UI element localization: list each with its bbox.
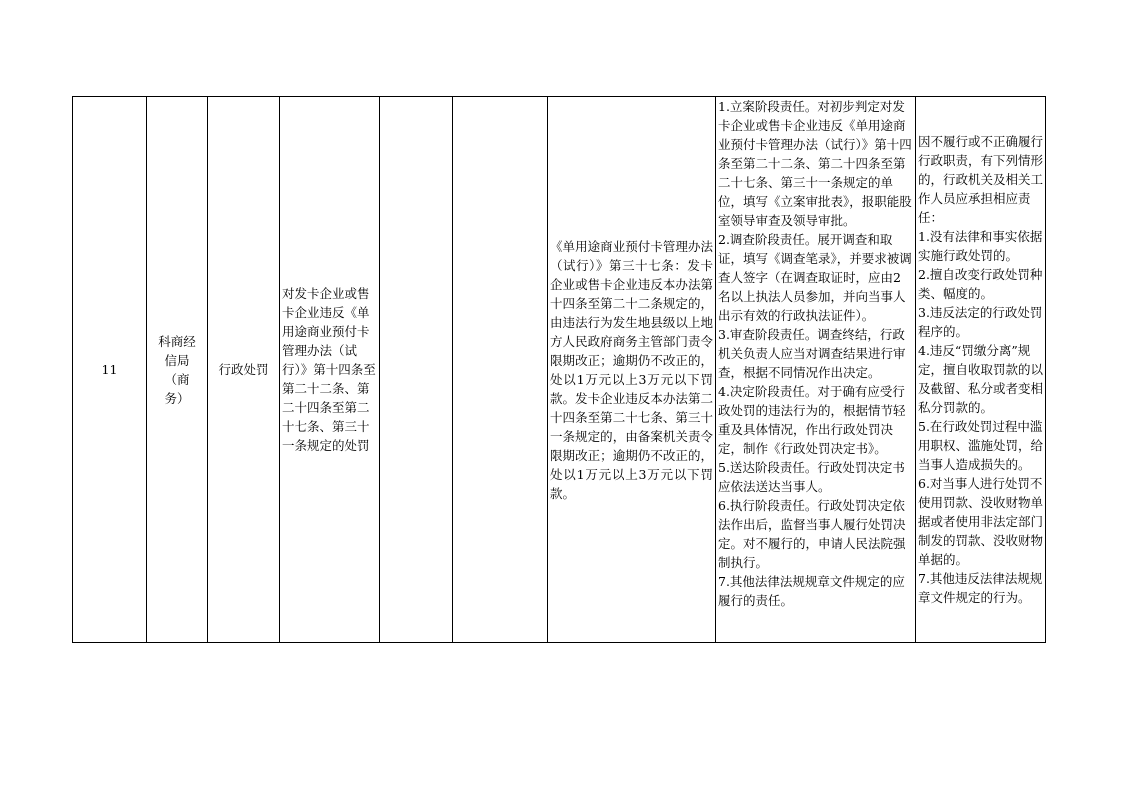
power-type-cell <box>208 97 280 643</box>
duties-list <box>718 97 913 642</box>
accountability-item: 6.对当事人进行处罚不使用罚款、没收财物单据或者使用非法定部门制发的罚款、没收财物单据的。 <box>918 476 1044 567</box>
accountability-item: 因不履行或不正确履行行政职责，有下列情形的，行政机关及相关工作人员应承担相应责任： <box>918 134 1044 225</box>
accountability-item: 4.违反“罚缴分离”规定，擅自收取罚款的以及截留、私分或者变相私分罚款的。 <box>918 343 1044 415</box>
duty-item: 5.送达阶段责任。行政处罚决定书应依法送达当事人。 <box>718 460 905 494</box>
department-cell <box>147 97 208 643</box>
duty-item: 4.决定阶段责任。对于确有应受行政处罚的违法行为的，根据情节轻重及具体情况，作出行政处罚决定，制作《行政处罚决定书》。 <box>718 384 906 456</box>
power-type: 行政处罚 <box>218 362 269 377</box>
department-name: 科商经 信局 （商 务） <box>158 333 196 406</box>
item-name-cell <box>280 97 380 643</box>
code-cell <box>453 97 548 643</box>
accountability-item: 2.擅自改变行政处罚种类、幅度的。 <box>918 267 1043 301</box>
accountability-item: 1.没有法律和事实依据实施行政处罚的。 <box>918 229 1043 263</box>
item-name: 对发卡企业或售卡企业违反《单用途商业预付卡管理办法（试行）》第十四条至第二十二条、第二十四条至第二十七条、第三十一条规定的处罚 <box>282 286 376 453</box>
table-row <box>73 97 1046 643</box>
power-list-table <box>72 96 1046 643</box>
duty-item: 3.审查阶段责任。调查终结，行政机关负责人应当对调查结果进行审查，根据不同情况作出决定。 <box>718 327 906 380</box>
duty-item: 7.其他法律法规规章文件规定的应履行的责任。 <box>718 574 905 608</box>
row-number: 11 <box>101 362 118 377</box>
accountability-cell <box>916 97 1046 643</box>
accountability-item: 7.其他违反法律法规规章文件规定的行为。 <box>918 571 1043 605</box>
accountability-item: 3.违反法定的行政处罚程序的。 <box>918 305 1043 339</box>
legal-basis-text: 《单用途商业预付卡管理办法（试行）》第三十七条：发卡企业或售卡企业违反本办法第十四条至第二十二条规定的，由违法行为发生地县级以上地方人民政府商务主管部门责令限期改正；逾期仍不改正的，处以1万元以上3万元以下罚款。发卡企业违反本办法第二十四条至第二十七条、第三十一条规定的，由备案机关责令限期改正；逾期仍不改正的，处以1万元以上3万元以下罚款。 <box>550 238 713 501</box>
sub-item-cell <box>380 97 453 643</box>
duty-item: 1.立案阶段责任。对初步判定对发卡企业或售卡企业违反《单用途商业预付卡管理办法（试行）》第十四条至第二十二条、第二十四条至第二十七条、第三十一条规定的单位，填写《立案审批表》，报职能股室领导审查及领导审批。 <box>718 99 912 228</box>
row-number-cell <box>73 97 147 643</box>
duty-item: 6.执行阶段责任。行政处罚决定依法作出后，监督当事人履行处罚决定。对不履行的，申请人民法院强制执行。 <box>718 498 906 570</box>
duties-cell <box>716 97 916 643</box>
legal-basis-cell <box>548 97 716 643</box>
accountability-item: 5.在行政处罚过程中滥用职权、滥施处罚，给当事人造成损失的。 <box>918 419 1044 472</box>
duty-item: 2.调查阶段责任。展开调查和取证，填写《调查笔录》，并要求被调查人签字（在调查取证时，应由2名以上执法人员参加，并向当事人出示有效的行政执法证件）。 <box>718 232 912 323</box>
